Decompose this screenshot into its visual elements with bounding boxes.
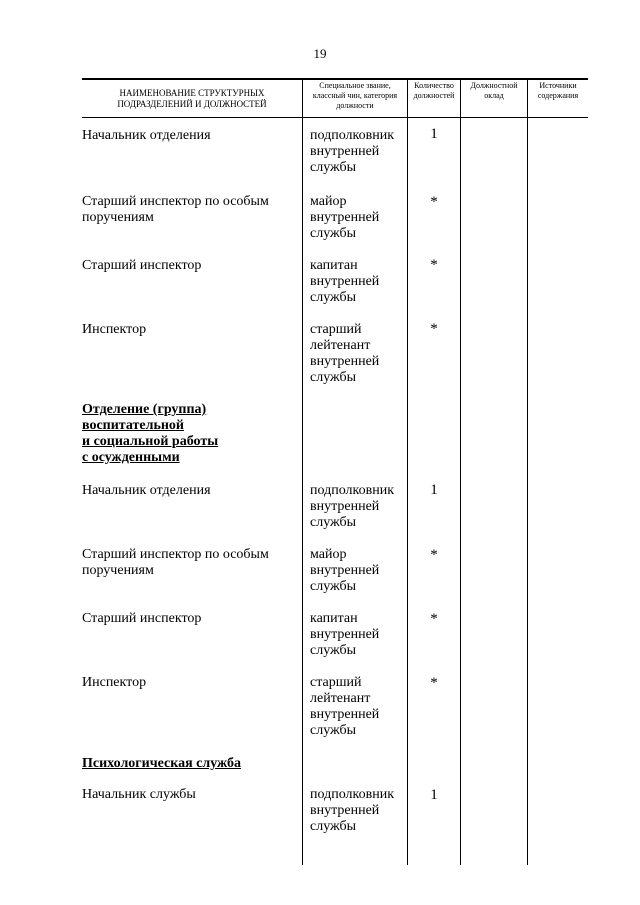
position-rank: старший лейтенант внутренней службы xyxy=(310,322,380,385)
section-title: Психологическая служба xyxy=(82,756,242,771)
position-name: Инспектор xyxy=(82,675,147,690)
header-salary: Должностной оклад xyxy=(470,81,518,100)
column-divider xyxy=(527,78,528,865)
position-name: Начальник отделения xyxy=(82,483,211,498)
position-name: Старший инспектор xyxy=(82,611,202,626)
position-name: Старший инспектор по особым поручениям xyxy=(82,547,269,578)
position-name: Старший инспектор по особым поручениям xyxy=(82,194,269,225)
position-count: * xyxy=(430,547,438,563)
position-count: * xyxy=(430,194,438,210)
position-rank: капитан внутренней службы xyxy=(310,258,380,305)
column-divider xyxy=(460,78,461,865)
position-name: Начальник отделения xyxy=(82,128,211,143)
position-name: Старший инспектор xyxy=(82,258,202,273)
position-rank: подполковник внутренней службы xyxy=(310,787,394,834)
position-count: * xyxy=(430,675,438,691)
section-title: Отделение (группа) воспитательной и социальной работы с осужденными xyxy=(82,402,219,465)
position-rank: майор внутренней службы xyxy=(310,194,380,241)
header-count: Количество должностей xyxy=(413,81,455,100)
position-rank: майор внутренней службы xyxy=(310,547,380,594)
header-name: НАИМЕНОВАНИЕ СТРУКТУРНЫХ ПОДРАЗДЕЛЕНИЙ И ДОЛЖНОСТЕЙ xyxy=(117,88,267,109)
position-count: 1 xyxy=(430,787,438,803)
column-divider xyxy=(302,78,303,865)
position-rank: подполковник внутренней службы xyxy=(310,483,394,530)
table-header-rule xyxy=(82,117,588,118)
position-name: Инспектор xyxy=(82,322,147,337)
position-count: * xyxy=(430,321,438,337)
position-rank: капитан внутренней службы xyxy=(310,611,380,658)
header-source: Источники содержания xyxy=(537,81,579,100)
header-rank: Специальное звание, классный чин, категория должности xyxy=(312,81,398,110)
position-count: * xyxy=(430,257,438,273)
position-count: 1 xyxy=(430,126,438,142)
position-count: 1 xyxy=(430,482,438,498)
page-number: 19 xyxy=(313,46,327,61)
position-count: * xyxy=(430,611,438,627)
position-rank: подполковник внутренней службы xyxy=(310,128,394,175)
position-name: Начальник службы xyxy=(82,787,196,802)
table-top-rule xyxy=(82,78,588,80)
position-rank: старший лейтенант внутренней службы xyxy=(310,675,380,738)
